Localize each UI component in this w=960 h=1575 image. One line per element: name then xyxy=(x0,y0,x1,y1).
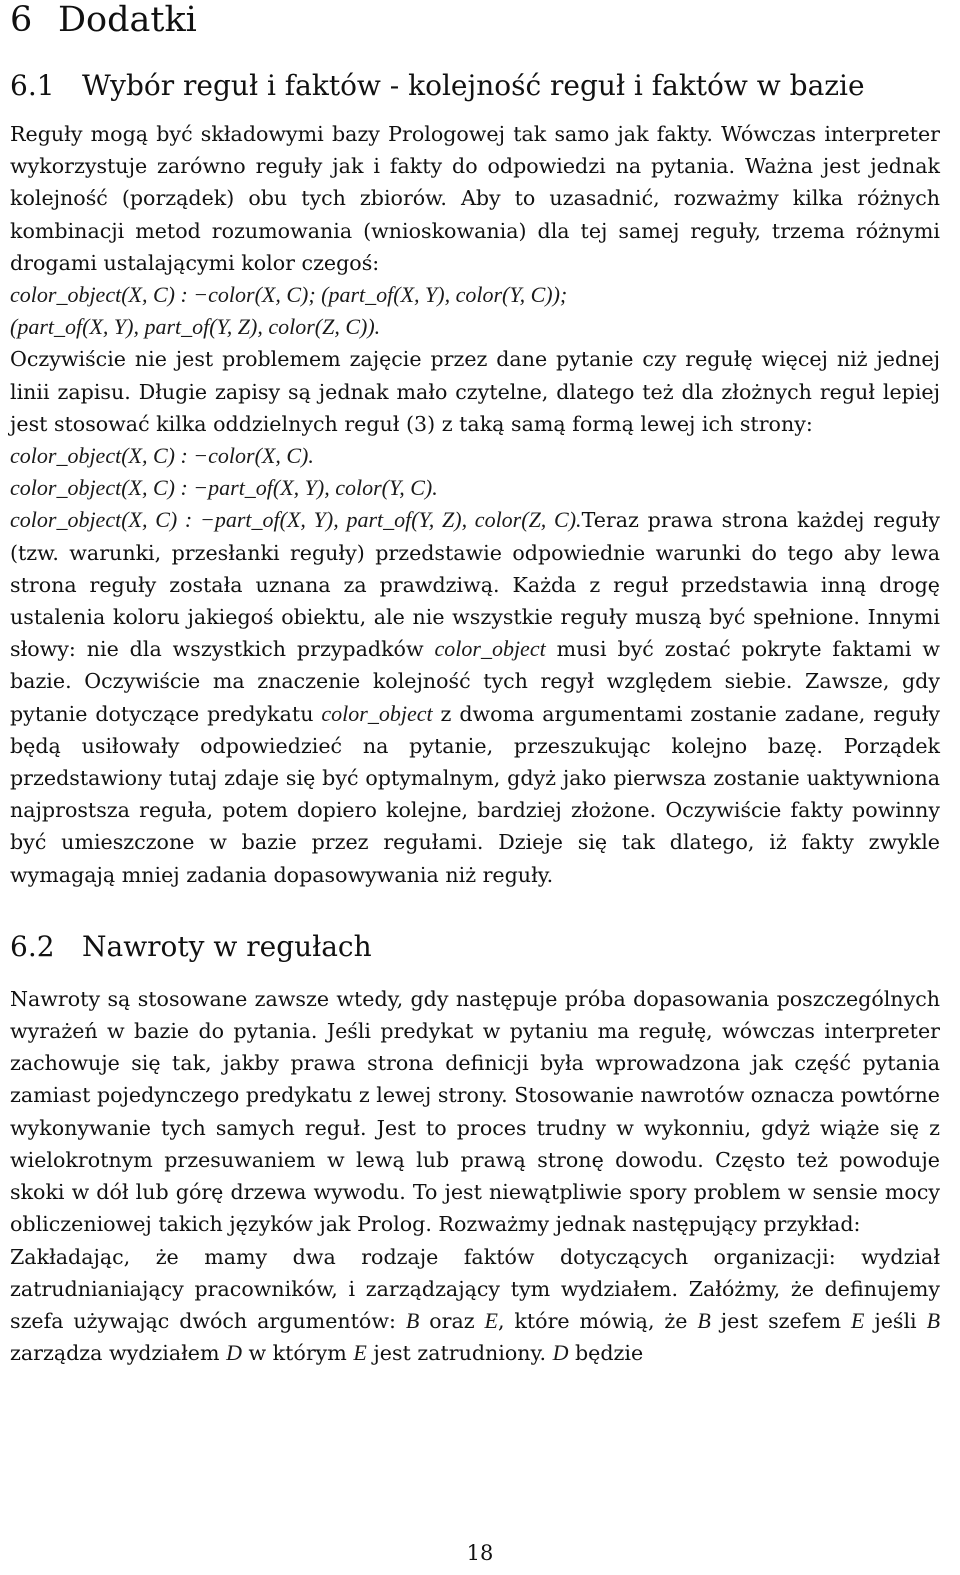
chapter-title: Dodatki xyxy=(58,0,197,40)
variable-e: E xyxy=(850,1307,865,1333)
rule-3: color_object(X, C) : −part_of(X, Y), part_of(Y, Z), color(Z, C). xyxy=(10,507,582,533)
variable-d: D xyxy=(552,1340,569,1366)
intro-text: Reguły mogą być składowymi bazy Prologowej tak samo jak fakty. Wówczas interpreter wykorzystuje zarówno reguły jak i fakty do odpowiedzi na pytania. Ważna jest jednak kolejność (porządek) obu tych zbiorów. Aby to uzasadnić, rozważmy kilka różnych kombinacji metod rozumowania (wnioskowania) dla tej samej reguły, trzema różnymi drogami ustalającymi kolor czegoś: xyxy=(10,122,940,275)
section-number: 6.2 xyxy=(10,929,55,963)
document-page xyxy=(10,0,940,1369)
paragraph-text: jest szefem xyxy=(720,1308,842,1333)
predicate-color-object: color_object xyxy=(434,636,546,662)
after-rules-text-2: musi być zostać pokryte faktami w bazie. Oczywiście ma znaczenie kolejność tych regył względem siebie. Zawsze, gdy pytanie dotyczące predykatu xyxy=(10,637,940,726)
chapter-number: 6 xyxy=(10,0,33,40)
variable-e: E xyxy=(484,1307,498,1333)
section-2-paragraph-1: Nawroty są stosowane zawsze wtedy, gdy następuje próba dopasowania poszczególnych wyrażeń w bazie do pytania. Jeśli predykat w pytaniu ma regułę, wówczas interpreter zachowuje się tak, jakby prawa strona definicji była wprowadzona jak część pytania zamiast pojedynczego predykatu z lewej strony. Stosowanie nawrotów oznacza powtórne wykonywanie tych samych reguł. Jest to proces trudny w wykonniu, gdyż wiąże się z wielokrotnym przesuwaniem w lewą lub prawą stronę dowodu. Często też powoduje skoki w dół lub górę drzewa wywodu. To jest niewątpliwie spory problem w sensie mocy obliczeniowej takich języków jak Prolog. Rozważmy jednak następujący przykład: xyxy=(10,986,940,1237)
rule-1: color_object(X, C) : −color(X, C). xyxy=(10,443,314,469)
paragraph-text: jest zatrudniony. xyxy=(373,1341,547,1366)
chapter-heading xyxy=(10,0,940,42)
variable-e: E xyxy=(353,1340,367,1366)
middle-text: Oczywiście nie jest problemem zajęcie przez dane pytanie czy regułę więcej niż jednej linii zapisu. Długie zapisy są jednak mało czytelne, dlatego też dla złożnych reguł lepiej jest stosować kilka oddzielnych reguł (3) z taką samą formą lewej ich strony: xyxy=(10,347,940,436)
section-number: 6.1 xyxy=(10,69,55,102)
variable-d: D xyxy=(226,1340,242,1366)
section-title: Nawroty w regułach xyxy=(82,929,372,963)
page-number: 18 xyxy=(466,1541,494,1565)
section-1-body xyxy=(10,118,940,891)
after-rules-text-1: Teraz prawa strona każdej reguły (tzw. warunki, przesłanki reguły) przedstawie odpowiednie warunki do tego aby lewa strona reguły została uznana za prawdziwą. Każda z reguł przedstawia inną drogę ustalenia koloru jakiegoś obiektu, ale nie wszystkie reguły muszą być spełnione. Innymi słowy: nie dla wszystkich przypadków xyxy=(10,508,940,662)
paragraph-text: będzie xyxy=(575,1341,644,1366)
rule-2: color_object(X, C) : −part_of(X, Y), color(Y, C). xyxy=(10,475,438,501)
paragraph-text: oraz xyxy=(429,1308,475,1333)
variable-b: B xyxy=(405,1307,420,1333)
combined-rule-line-2: (part_of(X, Y), part_of(Y, Z), color(Z, C)). xyxy=(10,314,381,340)
predicate-color-object: color_object xyxy=(321,700,433,726)
section-title: Wybór reguł i faktów - kolejność reguł i faktów w bazie xyxy=(82,69,865,102)
after-rules-text-3: z dwoma argumentami zostanie zadane, reguły będą usiłowały odpowiedzieć na pytanie, przeszukując kolejno bazę. Porządek przedstawiony tutaj zdaje się być optymalnym, gdyż jako pierwsza zostanie uaktywniona najprostsza reguła, potem dopiero kolejne, bardziej złożone. Oczywiście fakty powinny być umieszczone w bazie przez regułami. Dzieje się tak dlatego, iż fakty zwykle wymagają mniej zadania dopasowywania niż reguły. xyxy=(10,701,941,887)
variable-b: B xyxy=(697,1307,711,1333)
paragraph-text: w którym xyxy=(248,1341,347,1366)
paragraph-text: jeśli xyxy=(874,1308,917,1333)
paragraph-text: zarządza wydziałem xyxy=(10,1341,220,1366)
combined-rule-line-1: color_object(X, C) : −color(X, C); (part_of(X, Y), color(Y, C)); xyxy=(10,282,568,308)
section-heading-6-2 xyxy=(10,925,940,969)
paragraph-text: Zakładając, że mamy dwa rodzaje faktów dotyczących organizacji: wydział zatrudnianiający pracowników, i zarządzający tym wydziałem. Załóżmy, że definujemy szefa używając dwóch argumentów: xyxy=(10,1244,940,1333)
paragraph-text: , które mówią, że xyxy=(497,1308,688,1333)
section-2-paragraph-2 xyxy=(10,1241,940,1370)
section-heading-6-1 xyxy=(10,66,940,106)
variable-b: B xyxy=(926,1307,941,1333)
